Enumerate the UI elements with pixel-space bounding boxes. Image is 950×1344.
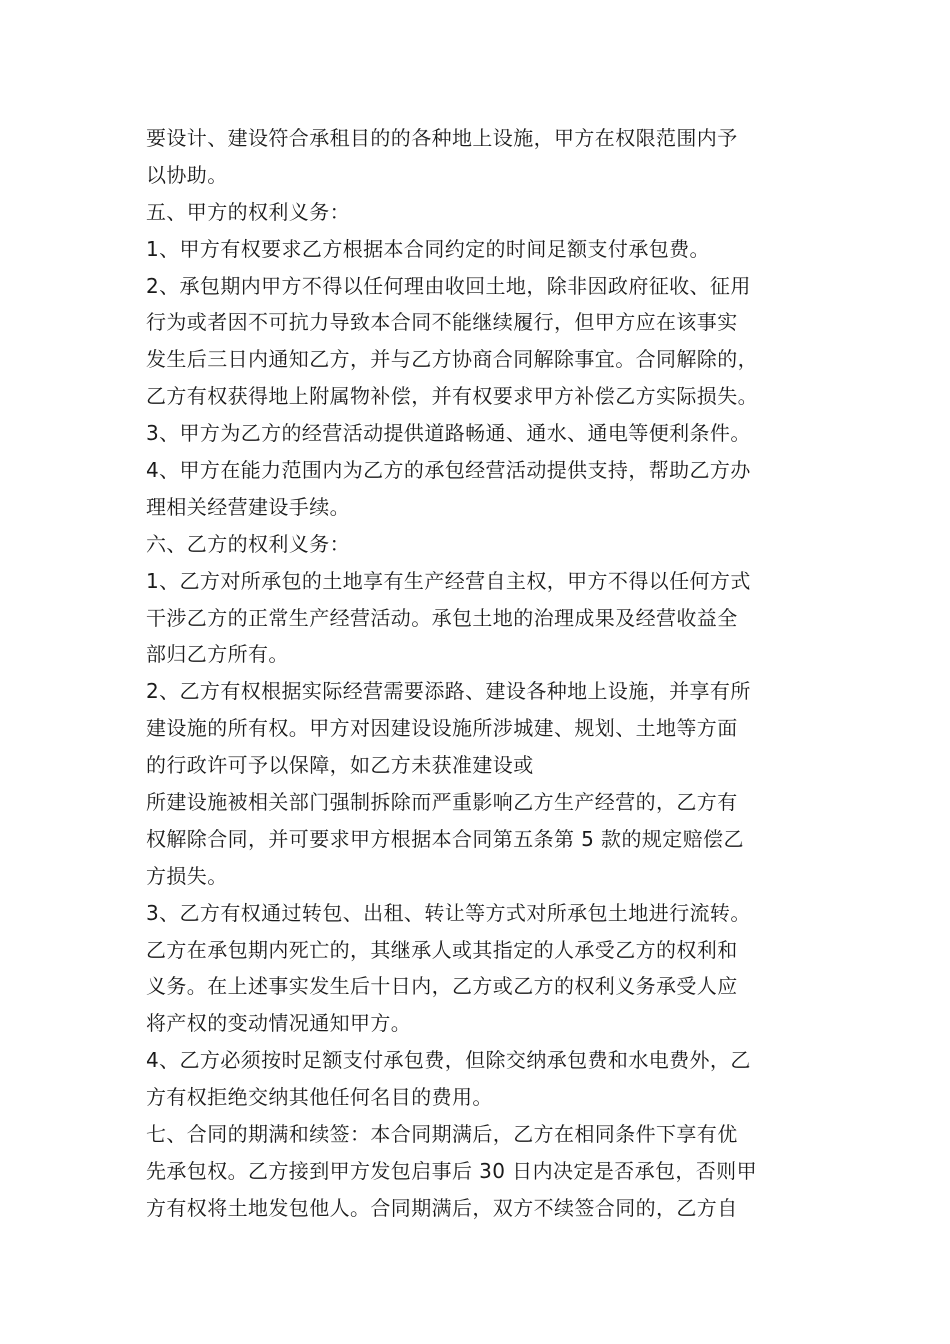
document-body bbox=[146, 120, 826, 1227]
text-line: 1、甲方有权要求乙方根据本合同约定的时间足额支付承包费。 bbox=[146, 236, 710, 261]
text-line: 发生后三日内通知乙方，并与乙方协商合同解除事宜。合同解除的， bbox=[146, 347, 758, 372]
text-line: 要设计、建设符合承租目的的各种地上设施，甲方在权限范围内予 bbox=[146, 126, 738, 150]
text-line: 2、乙方有权根据实际经营需要添路、建设各种地上设施，并享有所 bbox=[146, 679, 751, 704]
section-heading: 七、合同的期满和续签：本合同期满后，乙方在相同条件下享有优 bbox=[146, 1122, 738, 1147]
section-heading: 六、乙方的权利义务： bbox=[146, 531, 350, 556]
text-line: 乙方有权获得地上附属物补偿，并有权要求甲方补偿乙方实际损失。 bbox=[146, 384, 758, 409]
text-line: 3、甲方为乙方的经营活动提供道路畅通、通水、通电等便利条件。 bbox=[146, 421, 751, 446]
text-line: 2、承包期内甲方不得以任何理由收回土地，除非因政府征收、征用 bbox=[146, 273, 751, 298]
text-line: 建设施的所有权。甲方对因建设设施所涉城建、规划、土地等方面 bbox=[146, 716, 738, 741]
text-line: 4、甲方在能力范围内为乙方的承包经营活动提供支持，帮助乙方办 bbox=[146, 458, 751, 483]
text-line: 理相关经营建设手续。 bbox=[146, 494, 350, 519]
text-line: 部归乙方所有。 bbox=[146, 642, 289, 667]
section-heading: 五、甲方的权利义务： bbox=[146, 199, 350, 224]
text-line: 的行政许可予以保障，如乙方未获准建设或 bbox=[146, 753, 534, 778]
text-line: 乙方在承包期内死亡的，其继承人或其指定的人承受乙方的权利和 bbox=[146, 937, 738, 962]
text-line: 3、乙方有权通过转包、出租、转让等方式对所承包土地进行流转。 bbox=[146, 900, 751, 925]
text-line: 先承包权。乙方接到甲方发包启事后 30 日内决定是否承包，否则甲 bbox=[146, 1158, 757, 1183]
text-line: 方有权将土地发包他人。合同期满后，双方不续签合同的，乙方自 bbox=[146, 1195, 738, 1220]
text-line: 所建设施被相关部门强制拆除而严重影响乙方生产经营的，乙方有 bbox=[146, 790, 738, 815]
text-line: 权解除合同，并可要求甲方根据本合同第五条第 5 款的规定赔偿乙 bbox=[146, 826, 744, 851]
text-line: 以协助。 bbox=[146, 162, 228, 187]
text-line: 方损失。 bbox=[146, 863, 228, 888]
text-line: 干涉乙方的正常生产经营活动。承包土地的治理成果及经营收益全 bbox=[146, 605, 738, 630]
text-line: 4、乙方必须按时足额支付承包费，但除交纳承包费和水电费外，乙 bbox=[146, 1048, 751, 1073]
text-line: 义务。在上述事实发生后十日内，乙方或乙方的权利义务承受人应 bbox=[146, 974, 738, 999]
text-line: 1、乙方对所承包的土地享有生产经营自主权，甲方不得以任何方式 bbox=[146, 568, 751, 593]
text-line: 将产权的变动情况通知甲方。 bbox=[146, 1011, 412, 1036]
text-line: 行为或者因不可抗力导致本合同不能继续履行，但甲方应在该事实 bbox=[146, 310, 738, 335]
text-line: 方有权拒绝交纳其他任何名目的费用。 bbox=[146, 1085, 493, 1110]
